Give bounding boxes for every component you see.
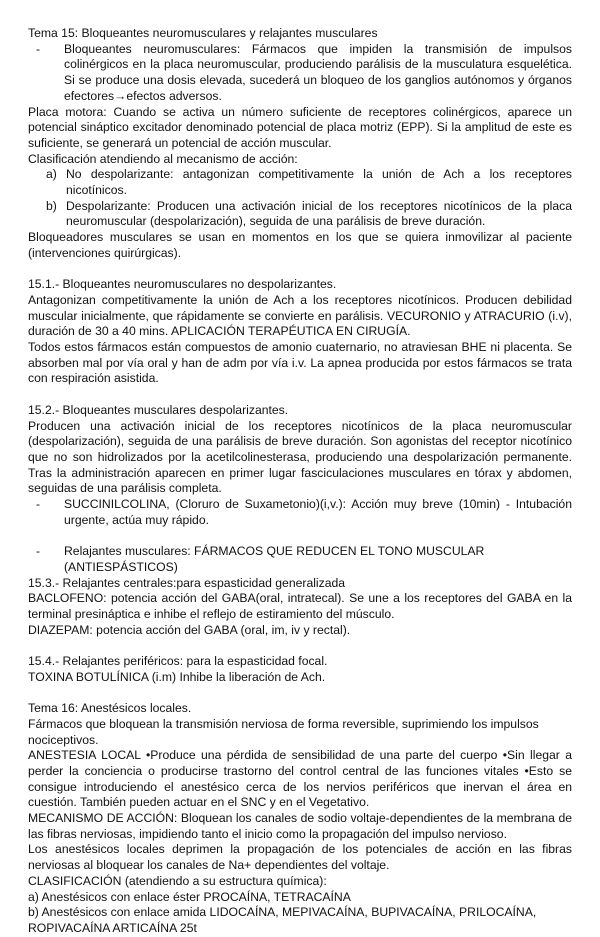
- relajantes-item: Relajantes musculares: FÁRMACOS QUE REDUCEN EL TONO MUSCULAR (ANTIESPÁSTICOS): [64, 544, 485, 574]
- clasificacion-heading: Clasificación atendiendo al mecanismo de acción:: [28, 151, 298, 166]
- list-item: [28, 199, 572, 230]
- section-15-2-p1: Producen una activación inicial de los receptores nicotínicos de la placa neuromuscular (despolarización), seguida de una parálisis de breve duración. Son agonistas del receptor nicotínico que no son hidrolizados por la acetilcolinesterasa, produciendo una despolarización permanente. Tras la administración aparecen en primer lugar fasciculaciones musculares en tórax y abdomen, seguidas de una parálisis completa.: [28, 418, 572, 496]
- clasificacion-b: b) Anestésicos con enlace amida LIDOCAÍNA, MEPIVACAÍNA, BUPIVACAÍNA, PRILOCAÍNA, ROPIVACAÍNA ARTICAÍNA 25t: [28, 905, 537, 935]
- list-item-text: Despolarizante: Producen una activación inicial de los receptores nicotínicos de la placa neuromuscular (despolarización), seguida de una parálisis de breve duración.: [66, 198, 572, 229]
- list-item-text: No despolarizante: antagonizan competitivamente la unión de Ach a los receptores nicotínicos.: [66, 167, 572, 198]
- placa-motora-paragraph: Placa motora: Cuando se activa un número suficiente de receptores colinérgicos, aparece un potencial sináptico excitador denominado potencial de placa motriz (EPP). Si la amplitud de este es suficiente, se generará un potencial de acción muscular.: [28, 104, 572, 150]
- dash-marker: -: [36, 544, 41, 559]
- section-15-1-p2: Todos estos fármacos están compuestos de amonio cuaternario, no atraviesan BHE ni placenta. Se absorben mal por vía oral y han de adm por vía i.v. La apnea producida por estos fármacos se trata con respiración asistida.: [28, 340, 572, 386]
- list-item: [28, 42, 572, 105]
- tema15-title: Tema 15: Bloqueantes neuromusculares y relajantes musculares: [28, 26, 378, 40]
- list-item: [28, 544, 572, 575]
- section-15-1-p1: Antagonizan competitivamente la unión de Ach a los receptores nicotínicos. Producen debilidad muscular inicialmente, que rápidamente se convierte en parálisis. VECURONIO y ATRACURIO (i.v), duración de 30 a 40 mins. APLICACIÓN TERAPÉUTICA EN CIRUGÍA.: [28, 292, 572, 339]
- bloqueantes-definition: Bloqueantes neuromusculares: Fármacos que impiden la transmisión de impulsos colinérgicos en la placa neuromuscular, produciendo parálisis de la musculatura esquelética. Si se produce una dosis elevada, sucederá un bloqueo de los ganglios autónomos y órganos efectores→efectos adversos.: [64, 41, 572, 103]
- toxina-paragraph: TOXINA BOTULÍNICA (i.m) Inhibe la liberación de Ach.: [28, 669, 326, 684]
- section-15-2-title: 15.2.- Bloqueantes musculares despolarizantes.: [28, 402, 289, 417]
- anestesicos-paragraph: Los anestésicos locales deprimen la propagación de los potenciales de acción en las fibras nerviosas al bloquear los canales de Na+ dependientes del voltaje.: [28, 842, 572, 873]
- list-marker: a): [46, 167, 57, 182]
- mecanismo-paragraph: MECANISMO DE ACCIÓN: Bloquean los canales de sodio voltaje-dependientes de la membrana de las fibras nerviosas, impidiendo tanto el inicio como la propagación del impulso nervioso.: [28, 811, 572, 841]
- clasificacion-a: a) Anestésicos con enlace éster PROCAÍNA, TETRACAÍNA: [28, 889, 351, 904]
- section-15-4-title: 15.4.- Relajantes periféricos: para la espasticidad focal.: [28, 654, 328, 669]
- dash-marker: -: [36, 41, 41, 56]
- section-15-1-title: 15.1.- Bloqueantes neuromusculares no despolarizantes.: [28, 277, 337, 292]
- baclofeno-paragraph: BACLOFENO: potencia acción del GABA(oral, intratecal). Se une a los receptores del GABA en la terminal presináptica e inhibe el reflejo de estiramiento del músculo.: [28, 591, 572, 621]
- diazepam-paragraph: DIAZEPAM: potencia acción del GABA (oral, im, iv y rectal).: [28, 622, 351, 637]
- list-item: [28, 167, 572, 198]
- uso-paragraph: Bloqueadores musculares se usan en momentos en los que se quiera inmovilizar al paciente (intervenciones quirúrgicas).: [28, 230, 572, 260]
- tema16-title: Tema 16: Anestésicos locales.: [28, 701, 192, 716]
- list-item: [28, 497, 572, 528]
- list-marker: b): [46, 198, 57, 213]
- section-15-3-title: 15.3.- Relajantes centrales:para espasticidad generalizada: [28, 575, 346, 590]
- tema16-p1: Fármacos que bloquean la transmisión nerviosa de forma reversible, suprimiendo los impulsos nociceptivos.: [28, 716, 539, 747]
- document-page: [28, 26, 572, 937]
- anestesia-local-paragraph: ANESTESIA LOCAL •Produce una pérdida de sensibilidad de una parte del cuerpo •Sin llegar a perder la conciencia o producirse trastorno del control central de las funciones vitales •Esto se consigue introduciendo el anestésico cerca de los nervios periféricos que inervan el área en cuestión. También pueden actuar en el SNC y en el Vegetativo.: [28, 748, 572, 810]
- succinilcolina-item: SUCCINILCOLINA, (Cloruro de Suxametonio)(i,v.): Acción muy breve (10min) - Intubación urgente, actúa muy rápido.: [64, 497, 572, 527]
- dash-marker: -: [36, 497, 41, 512]
- clasificacion-16-heading: CLASIFICACIÓN (atendiendo a su estructura química):: [28, 873, 327, 888]
